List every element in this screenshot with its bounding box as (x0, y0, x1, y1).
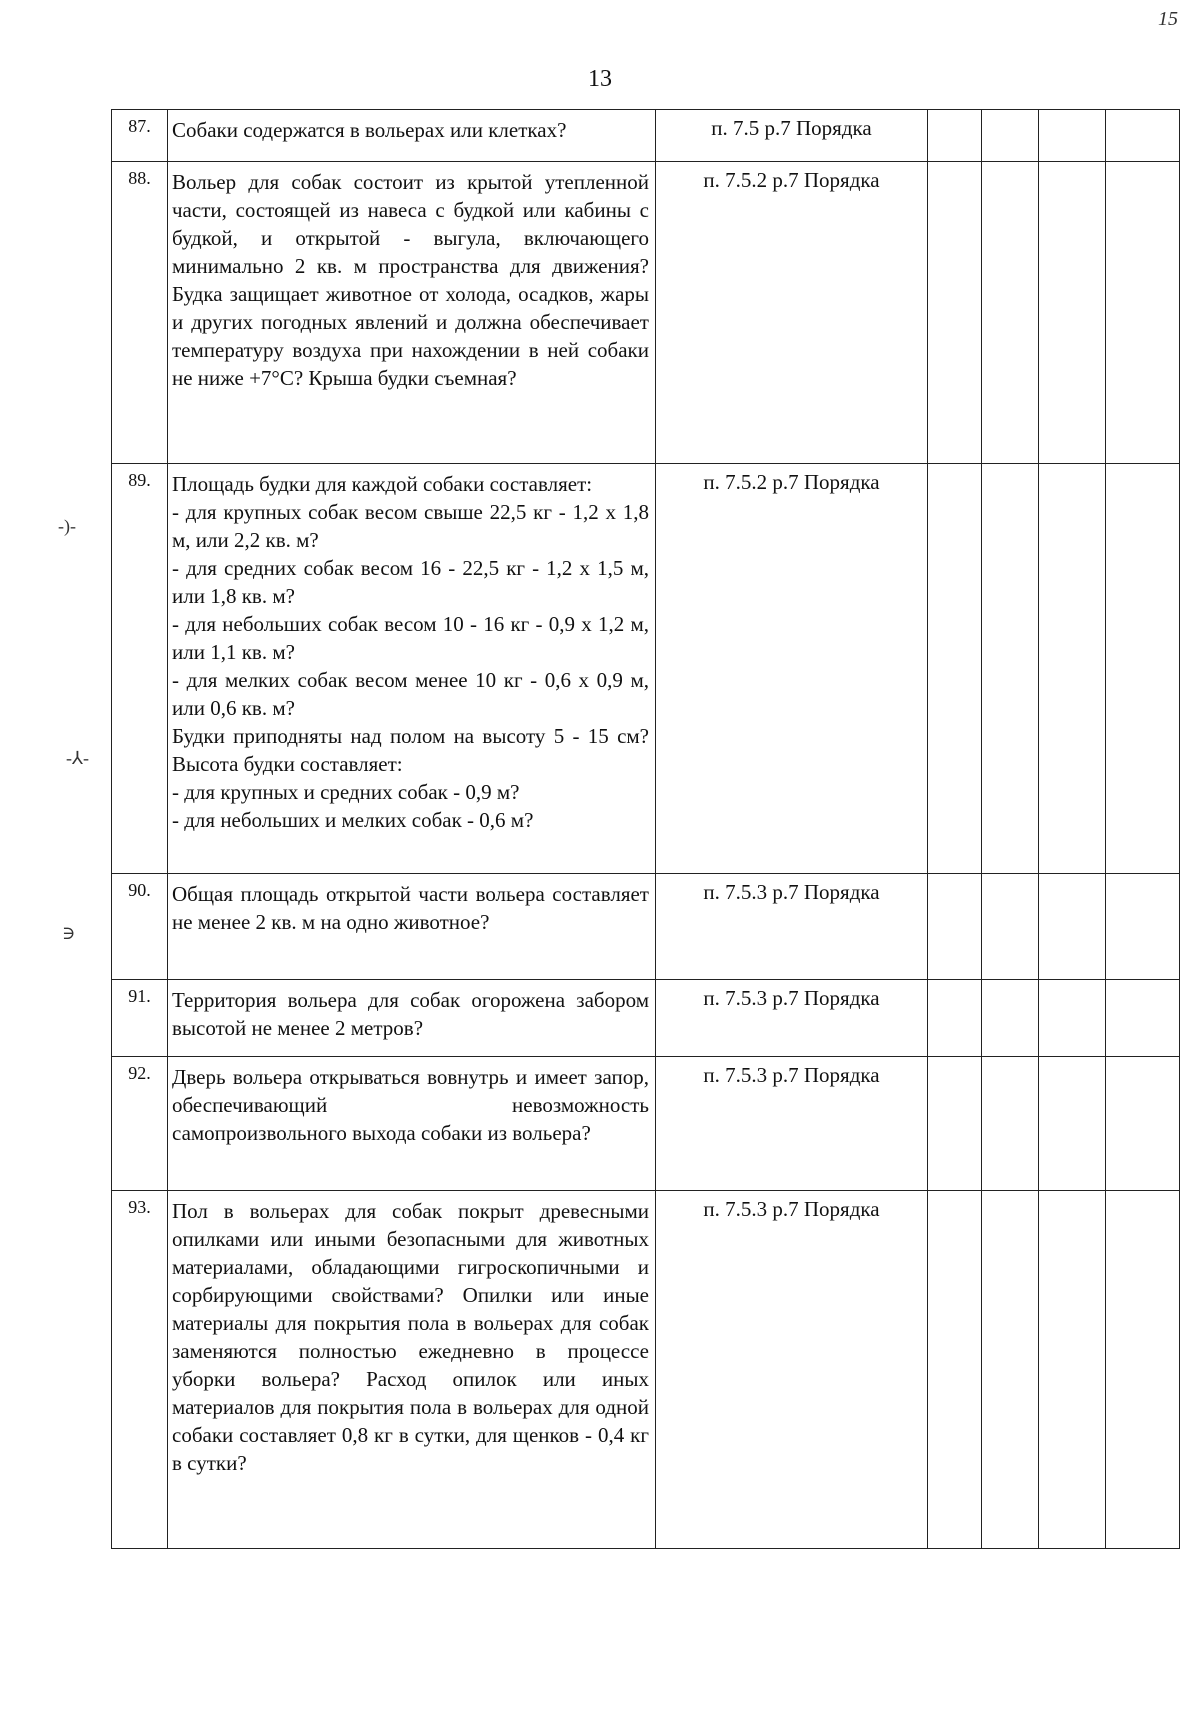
answer-cell[interactable] (982, 162, 1039, 464)
answer-cell[interactable] (982, 874, 1039, 980)
margin-mark: ∋ (62, 923, 76, 943)
answer-cell[interactable] (1039, 1191, 1106, 1549)
row-number: 88. (112, 162, 168, 464)
answer-cell[interactable] (982, 1191, 1039, 1549)
table-row (112, 980, 1180, 1057)
checklist-table (111, 109, 1180, 1549)
question-text: - для небольших и мелких собак - 0,6 м? (172, 808, 534, 832)
question-cell (168, 874, 656, 980)
question-cell (168, 464, 656, 874)
answer-cell[interactable] (982, 110, 1039, 162)
answer-cell[interactable] (928, 980, 982, 1057)
table-row (112, 162, 1180, 464)
question-cell (168, 110, 656, 162)
question-text: - для средних собак весом 16 - 22,5 кг - 1,2 x 1,5 м, или 1,8 кв. м? (172, 556, 649, 608)
answer-cell[interactable] (928, 1057, 982, 1191)
table-row (112, 464, 1180, 874)
margin-mark: -)- (58, 516, 76, 536)
page-number: 13 (588, 66, 612, 92)
row-number: 87. (112, 110, 168, 162)
question-text: - для мелких собак весом менее 10 кг - 0,6 x 0,9 м, или 0,6 кв. м? (172, 668, 649, 720)
reference-cell: п. 7.5.2 р.7 Порядка (656, 162, 928, 464)
answer-cell[interactable] (1106, 110, 1180, 162)
table-row (112, 110, 1180, 162)
answer-cell[interactable] (1106, 1057, 1180, 1191)
corner-annotation: 15 (1158, 8, 1178, 30)
answer-cell[interactable] (1039, 162, 1106, 464)
question-cell (168, 1057, 656, 1191)
question-text: Собаки содержатся в вольерах или клетках? (172, 118, 567, 142)
answer-cell[interactable] (1106, 874, 1180, 980)
reference-cell: п. 7.5.3 р.7 Порядка (656, 874, 928, 980)
question-text: Дверь вольера открываться вовнутрь и имеет запор, обеспечивающий невозможность самопроизвольного выхода собаки из вольера? (172, 1065, 649, 1145)
question-text: Общая площадь открытой части вольера составляет не менее 2 кв. м на одно животное? (172, 882, 649, 934)
reference-cell: п. 7.5.3 р.7 Порядка (656, 1057, 928, 1191)
answer-cell[interactable] (982, 1057, 1039, 1191)
answer-cell[interactable] (1039, 464, 1106, 874)
question-cell (168, 162, 656, 464)
answer-cell[interactable] (1039, 110, 1106, 162)
answer-cell[interactable] (1106, 1191, 1180, 1549)
question-cell (168, 1191, 656, 1549)
reference-cell: п. 7.5.3 р.7 Порядка (656, 1191, 928, 1549)
answer-cell[interactable] (1039, 874, 1106, 980)
question-text: - для крупных и средних собак - 0,9 м? (172, 780, 520, 804)
row-number: 91. (112, 980, 168, 1057)
question-text: Площадь будки для каждой собаки составляет: (172, 472, 593, 496)
table-row (112, 1191, 1180, 1549)
question-text: - для небольших собак весом 10 - 16 кг - 0,9 x 1,2 м, или 1,1 кв. м? (172, 612, 649, 664)
answer-cell[interactable] (982, 980, 1039, 1057)
answer-cell[interactable] (1106, 980, 1180, 1057)
row-number: 89. (112, 464, 168, 874)
answer-cell[interactable] (1106, 162, 1180, 464)
table-row (112, 1057, 1180, 1191)
table-row (112, 874, 1180, 980)
question-text: Территория вольера для собак огорожена забором высотой не менее 2 метров? (172, 988, 649, 1040)
question-text: Вольер для собак состоит из крытой утепленной части, состоящей из навеса с будкой или кабины с будкой, и открытой - выгула, включающего минимально 2 кв. м пространства для движения? Будка защищает животное от холода, осадков, жары и других погодных явлений и должна обеспечивает температуру воздуха при нахождении в ней собаки не ниже +7°С? Крыша будки съемная? (172, 170, 649, 390)
answer-cell[interactable] (928, 162, 982, 464)
question-text: Пол в вольерах для собак покрыт древесными опилками или иными безопасными для животных материалами, обладающими гигроскопичными и сорбирующими свойствами? Опилки или иные материалы для покрытия пола в вольерах для собак заменяются полностью ежедневно в процессе уборки вольера? Расход опилок или иных материалов для покрытия пола в вольерах для одной собаки составляет 0,8 кг в сутки, для щенков - 0,4 кг в сутки? (172, 1199, 649, 1475)
question-text: Будки приподняты над полом на высоту 5 - 15 см? Высота будки составляет: (172, 724, 649, 776)
answer-cell[interactable] (1039, 980, 1106, 1057)
row-number: 92. (112, 1057, 168, 1191)
answer-cell[interactable] (1106, 464, 1180, 874)
answer-cell[interactable] (982, 464, 1039, 874)
reference-cell: п. 7.5.3 р.7 Порядка (656, 980, 928, 1057)
row-number: 90. (112, 874, 168, 980)
question-text: - для крупных собак весом свыше 22,5 кг - 1,2 x 1,8 м, или 2,2 кв. м? (172, 500, 649, 552)
row-number: 93. (112, 1191, 168, 1549)
answer-cell[interactable] (928, 1191, 982, 1549)
reference-cell: п. 7.5 р.7 Порядка (656, 110, 928, 162)
checklist-body (112, 110, 1180, 1549)
answer-cell[interactable] (928, 110, 982, 162)
answer-cell[interactable] (1039, 1057, 1106, 1191)
answer-cell[interactable] (928, 464, 982, 874)
margin-mark: -⅄- (66, 748, 89, 768)
answer-cell[interactable] (928, 874, 982, 980)
reference-cell: п. 7.5.2 р.7 Порядка (656, 464, 928, 874)
question-cell (168, 980, 656, 1057)
